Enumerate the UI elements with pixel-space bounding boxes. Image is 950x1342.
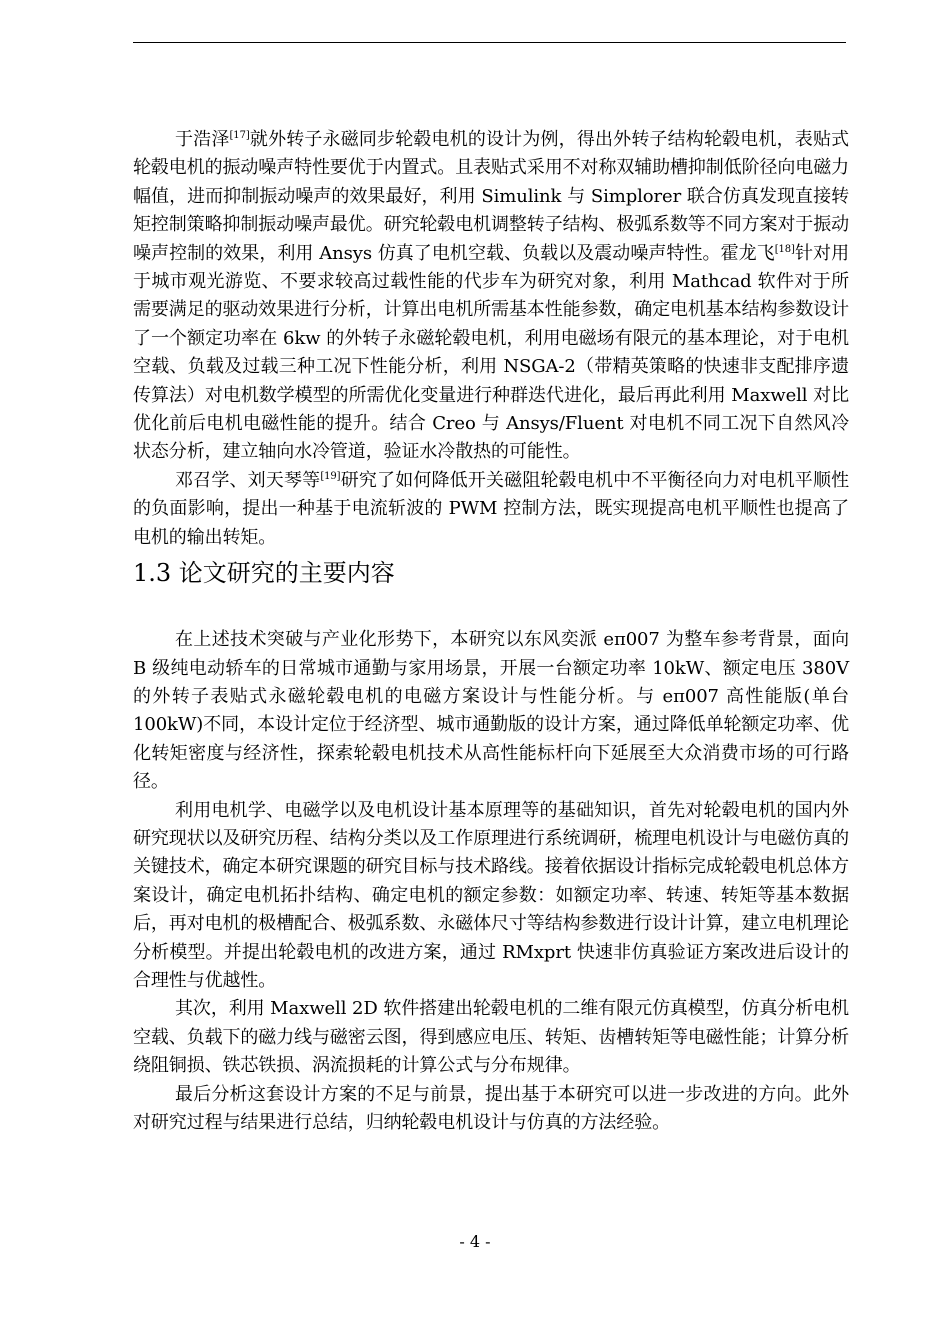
body-paragraph (133, 467, 849, 552)
citation-reference: [17] (229, 130, 250, 141)
section-heading: 1.3 论文研究的主要内容 (133, 559, 395, 588)
page-body (133, 126, 849, 1137)
paragraph-text: 邓召学、刘天琴等 (175, 469, 321, 491)
paragraph-text: 于浩泽 (175, 129, 230, 150)
paragraph-text: 针对用于城市观光游览、不要求较高过载性能的代步车为研究对象，利用 Mathcad 软件对于所需要满足的驱动效果进行分析，计算出电机所需基本性能参数，确定电机基本结构参数设计了一个额定功率在 6kw 的外转子永磁轮毂电机，利用电磁场有限元的基本理论，对于电机空载、负载及过载三种工况下性能分析，利用 NSGA-2（带精英策略的快速非支配排序遗传算法）对电机数学模型的所需优化变量进行种群迭代进化，最后再此利用 Maxwell 对比优化前后电机电磁性能的提升。结合 Creo 与 Ansys/Fluent 对电机不同工况下自然风冷状态分析，建立轴向水冷管道，验证水冷散热的可能性。 (133, 242, 849, 463)
body-paragraph: 最后分析这套设计方案的不足与前景，提出基于本研究可以进一步改进的方向。此外对研究过程与结果进行总结，归纳轮毂电机设计与仿真的方法经验。 (133, 1083, 849, 1133)
paragraphs-before (133, 126, 849, 552)
paragraph-text: 就外转子永磁同步轮毂电机的设计为例，得出外转子结构轮毂电机，表贴式轮毂电机的振动噪声特性要优于内置式。且表贴式采用不对称双辅助槽抑制低阶径向电磁力幅值，进而抑制振动噪声的效果最好，利用 Simulink 与 Simplorer 联合仿真发现直接转矩控制策略抑制振动噪声最优。研究轮毂电机调整转子结构、极弧系数等不同方案对于振动噪声控制的效果，利用 Ansys 仿真了电机空载、负载以及震动噪声特性。霍龙飞 (133, 129, 850, 264)
paragraphs-after (133, 626, 849, 1137)
citation-reference: [19] (320, 470, 341, 482)
body-paragraph: 其次，利用 Maxwell 2D 软件搭建出轮毂电机的二维有限元仿真模型，仿真分析电机空载、负载下的磁力线与磁密云图，得到感应电压、转矩、齿槽转矩等电磁性能；计算分析绕阻铜损、铁芯铁损、涡流损耗的计算公式与分布规律。 (133, 998, 849, 1077)
body-paragraph: 利用电机学、电磁学以及电机设计基本原理等的基础知识，首先对轮毂电机的国内外研究现状以及研究历程、结构分类以及工作原理进行系统调研，梳理电机设计与电磁仿真的关键技术，确定本研究课题的研究目标与技术路线。接着依据设计指标完成轮毂电机总体方案设计，确定电机拓扑结构、确定电机的额定参数：如额定功率、转速、转矩等基本数据后，再对电机的极槽配合、极弧系数、永磁体尺寸等结构参数进行设计计算，建立电机理论分析模型。并提出轮毂电机的改进方案，通过 RMxprt 快速非仿真验证方案改进后设计的合理性与优越性。 (133, 799, 849, 991)
paragraph-text: 研究了如何降低开关磁阻轮毂电机中不平衡径向力对电机平顺性的负面影响，提出一种基于电流斩波的 PWM 控制方法，既实现提高电机平顺性也提高了电机的输出转矩。 (133, 469, 850, 548)
citation-reference: [18] (774, 243, 795, 255)
page-number: - 4 - (459, 1232, 491, 1251)
body-paragraph (133, 126, 849, 467)
header-rule (133, 42, 846, 43)
body-paragraph: 在上述技术突破与产业化形势下，本研究以东风奕派 eπ007 为整车参考背景，面向 B 级纯电动轿车的日常城市通勤与家用场景，开展一台额定功率 10kW、额定电压 380V 的外转子表贴式永磁轮毂电机的电磁方案设计与性能分析。与 eπ007 高性能版(单台 100kW)不同，本设计定位于经济型、城市通勤版的设计方案，通过降低单轮额定功率、优化转矩密度与经济性，探索轮毂电机技术从高性能标杆向下延展至大众消费市场的可行路径。 (133, 629, 849, 793)
